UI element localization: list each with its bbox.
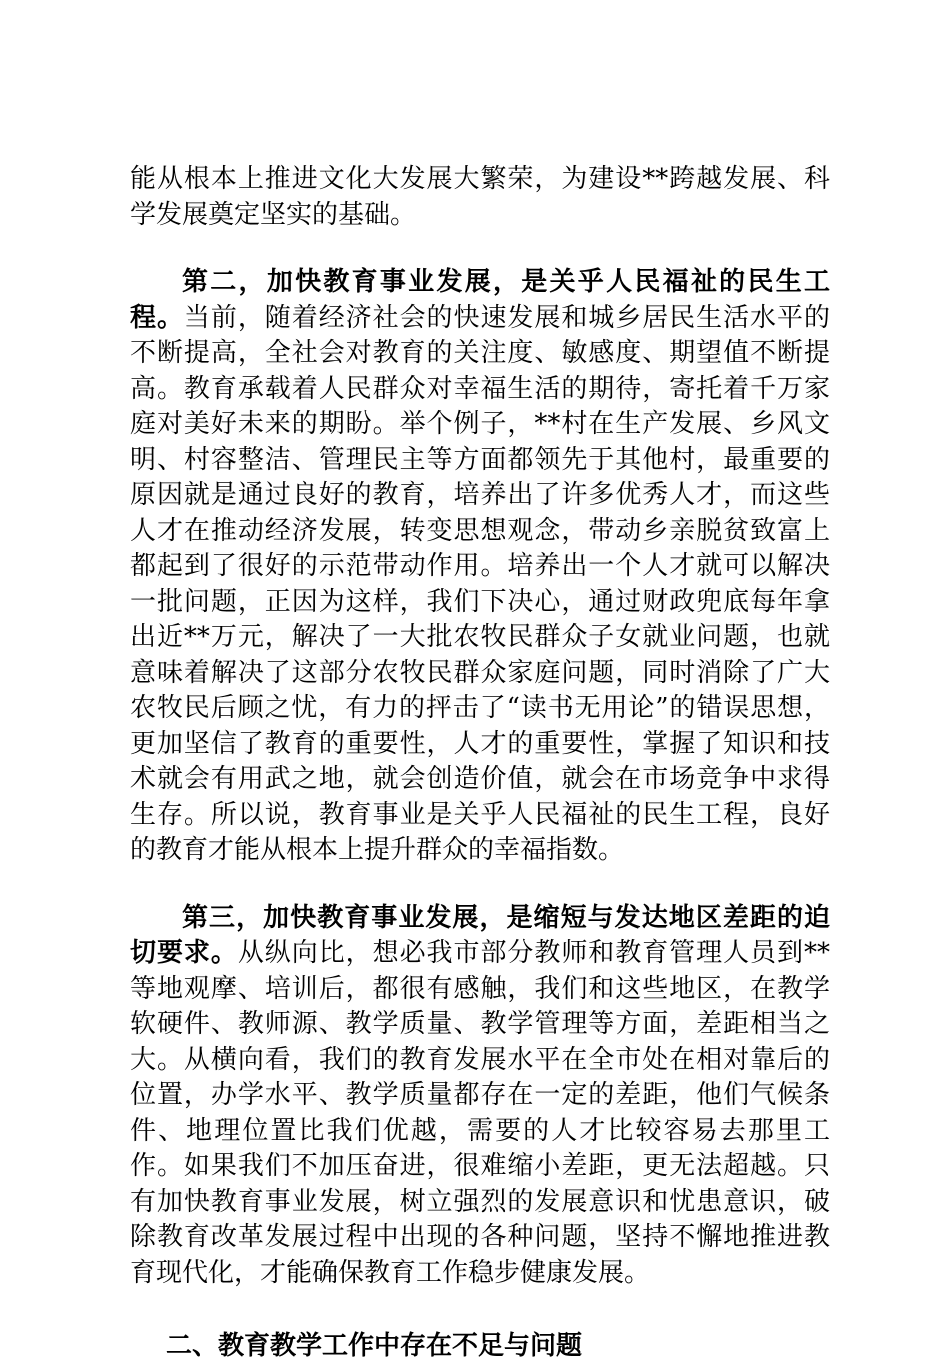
paragraph-lead-sentence: 第三，加快教育事业发展，是缩短与发达地区差距的迫切要求。 xyxy=(130,902,830,968)
paragraph-third-point xyxy=(130,901,830,1292)
paragraph-text: 从纵向比，想必我市部分教师和教育管理人员到**等地观摩、培训后，都很有感触，我们和这些地区，在教学软硬件、教师源、教学质量、教学管理等方面，差距相当之大。从横向看，我们的教育发展水平在全市处在相对靠后的位置，办学水平、教学质量都存在一定的差距，他们气候条件、地理位置比我们优越，需要的人才比较容易去那里工作。如果我们不加压奋进，很难缩小差距，更无法超越。只有加快教育事业发展，树立强烈的发展意识和忧患意识，破除教育改革发展过程中出现的各种问题，坚持不懈地推进教育现代化，才能确保教育工作稳步健康发展。 xyxy=(130,938,830,1288)
paragraph-continuation xyxy=(130,162,830,233)
paragraph-lead-sentence: 第二，加快教育事业发展，是关乎人民福祉的民生工程。 xyxy=(130,267,830,333)
section-heading: 二、教育教学工作中存在不足与问题 xyxy=(166,1331,583,1361)
paragraph-second-point xyxy=(130,265,830,869)
paragraph-text: 当前，随着经济社会的快速发展和城乡居民生活水平的不断提高，全社会对教育的关注度、敏感度、期望值不断提高。教育承载着人民群众对幸福生活的期待，寄托着千万家庭对美好未来的期盼。举个例子，**村在生产发展、乡风文明、村容整洁、管理民主等方面都领先于其他村，最重要的原因就是通过良好的教育，培养出了许多优秀人才，而这些人才在推动经济发展，转变思想观念，带动乡亲脱贫致富上都起到了很好的示范带动作用。培养出一个人才就可以解决一批问题，正因为这样，我们下决心，通过财政兜底每年拿出近**万元，解决了一大批农牧民群众子女就业问题，也就意味着解决了这部分农牧民群众家庭问题，同时消除了广大农牧民后顾之忧，有力的抨击了“读书无用论”的错误思想，更加坚信了教育的重要性，人才的重要性，掌握了知识和技术就会有用武之地，就会创造价值，就会在市场竞争中求得生存。所以说，教育事业是关乎人民福祉的民生工程，良好的教育才能从根本上提升群众的幸福指数。 xyxy=(130,302,830,865)
document-page xyxy=(130,162,830,1365)
paragraph-text: 能从根本上推进文化大发展大繁荣，为建设**跨越发展、科学发展奠定坚实的基础。 xyxy=(130,164,830,230)
